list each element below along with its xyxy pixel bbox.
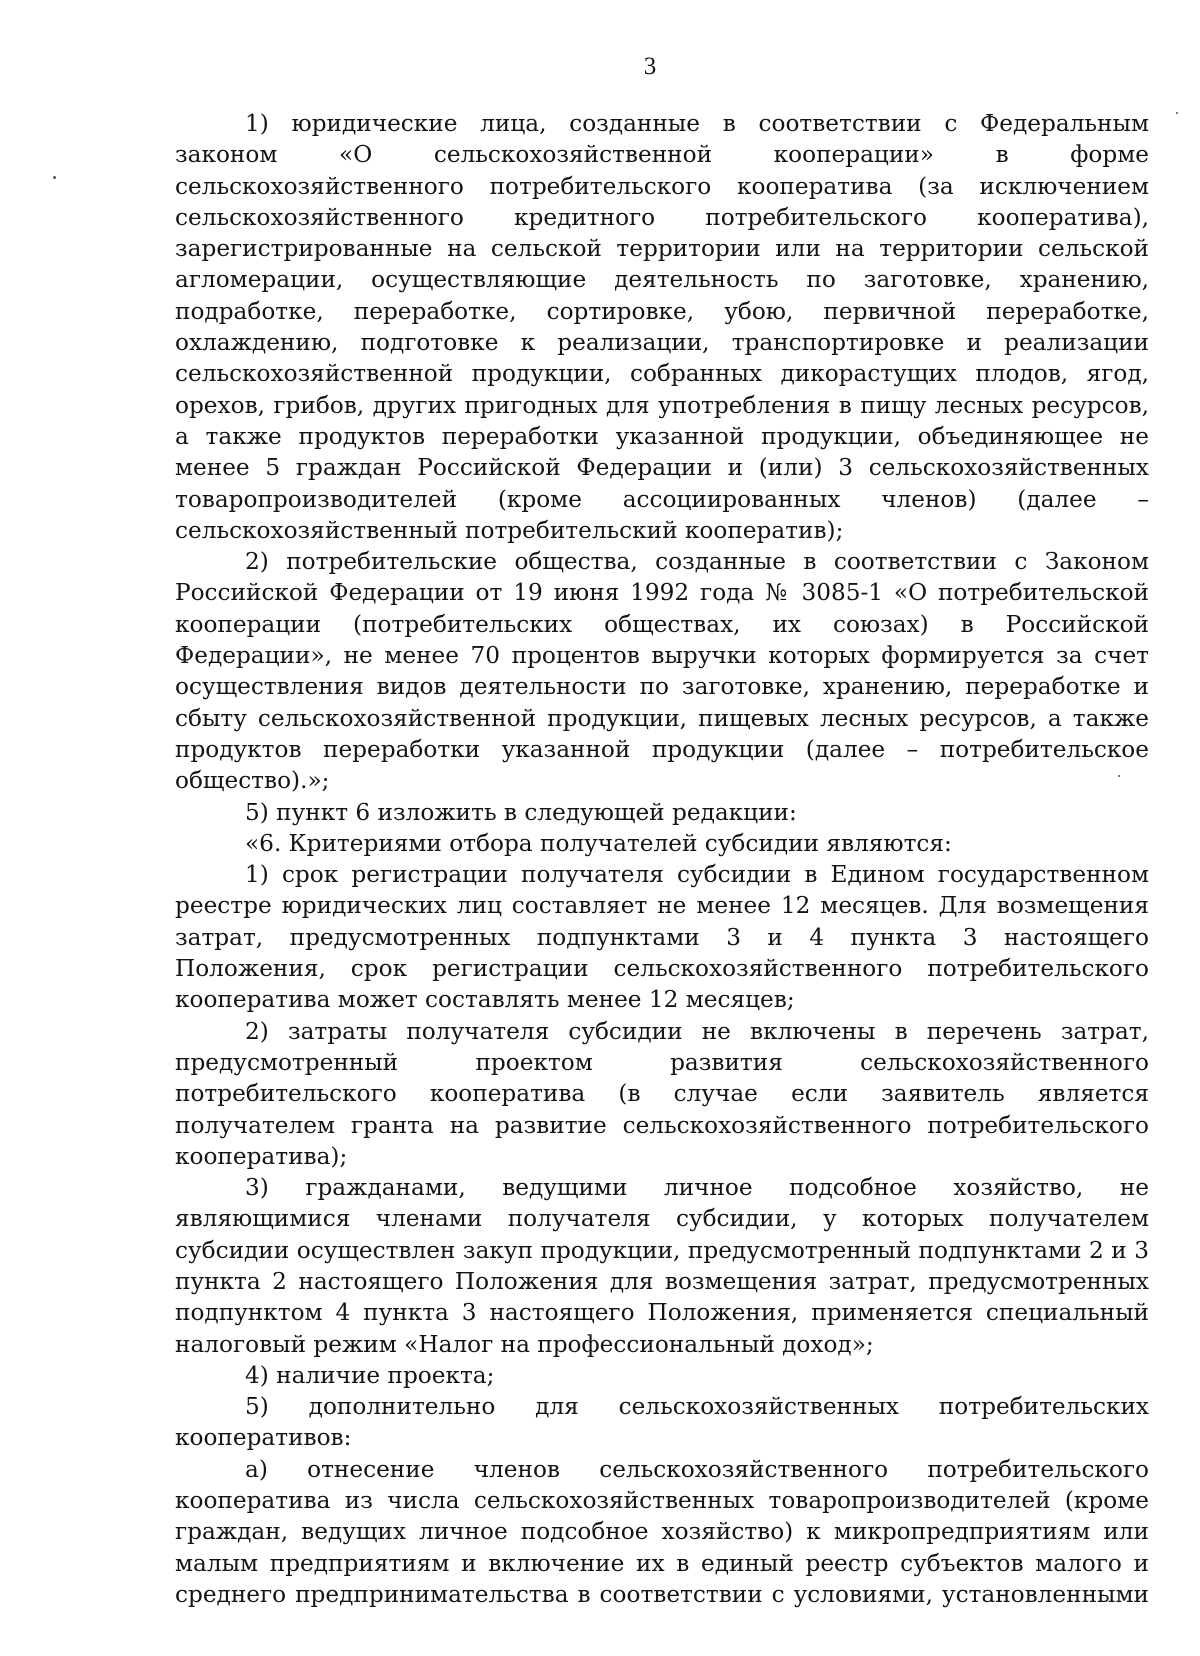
page-number: 3 bbox=[643, 53, 657, 80]
scan-speck bbox=[1176, 112, 1178, 114]
paragraph-criteria-heading: «6. Критериями отбора получателей субсидии являются: bbox=[245, 829, 952, 857]
paragraph-criterion-5a: а) отнесение членов сельскохозяйственного потребительского кооператива из числа сельскохозяйственных товаропроизводителей (кроме граждан, ведущих личное подсобное хозяйство) к микропредприятиям или малым предприятиям и включение их в единый реестр субъектов малого и среднего предпринимательства в соответствии с условиями, установленными bbox=[175, 1455, 1149, 1608]
paragraph-item-5-intro: 5) пункт 6 изложить в следующей редакции: bbox=[245, 798, 797, 826]
paragraph-criterion-2: 2) затраты получателя субсидии не включены в перечень затрат, предусмотренный проектом развития сельскохозяйственного потребительского кооператива (в случае если заявитель является получателем гранта на развитие сельскохозяйственного потребительского кооператива); bbox=[175, 1017, 1149, 1170]
scan-speck bbox=[1118, 775, 1120, 777]
paragraph-legal-entities: 1) юридические лица, созданные в соответствии с Федеральным законом «О сельскохозяйственной кооперации» в форме сельскохозяйственного потребительского кооператива (за исключением сельскохозяйственного кредитного потребительского кооператива), зарегистрированные на сельской территории или на территории сельской агломерации, осуществляющие деятельность по заготовке, хранению, подработке, переработке, сортировке, убою, первичной переработке, охлаждению, подготовке к реализации, транспортировке и реализации сельскохозяйственной продукции, собранных дикорастущих плодов, ягод, орехов, грибов, других пригодных для употребления в пищу лесных ресурсов, а также продуктов переработки указанной продукции, объединяющее не менее 5 граждан Российской Федерации и (или) 3 сельскохозяйственных товаропроизводителей (кроме ассоциированных членов) (далее – сельскохозяйственный потребительский кооператив); bbox=[175, 110, 1149, 544]
document-body bbox=[175, 108, 1149, 1610]
paragraph-criterion-1: 1) срок регистрации получателя субсидии в Едином государственном реестре юридических лиц составляет не менее 12 месяцев. Для возмещения затрат, предусмотренных подпунктами 3 и 4 пункта 3 настоящего Положения, срок регистрации сельскохозяйственного потребительского кооператива может составлять менее 12 месяцев; bbox=[175, 861, 1149, 1014]
paragraph-criterion-5: 5) дополнительно для сельскохозяйственных потребительских кооперативов: bbox=[175, 1393, 1149, 1452]
paragraph-criterion-4: 4) наличие проекта; bbox=[245, 1361, 495, 1389]
paragraph-criterion-3: 3) гражданами, ведущими личное подсобное хозяйство, не являющимися членами получателя субсидии, у которых получателем субсидии осуществлен закуп продукции, предусмотренный подпунктами 2 и 3 пункта 2 настоящего Положения для возмещения затрат, предусмотренных подпунктом 4 пункта 3 настоящего Положения, применяется специальный налоговый режим «Налог на профессиональный доход»; bbox=[175, 1174, 1149, 1358]
scan-speck bbox=[53, 176, 56, 179]
paragraph-consumer-societies: 2) потребительские общества, созданные в соответствии с Законом Российской Федерации от 19 июня 1992 года № 3085-1 «О потребительской кооперации (потребительских обществах, их союзах) в Российской Федерации», не менее 70 процентов выручки которых формируется за счет осуществления видов деятельности по заготовке, хранению, переработке и сбыту сельскохозяйственной продукции, пищевых лесных ресурсов, а также продуктов переработки указанной продукции (далее – потребительское общество).»; bbox=[175, 548, 1149, 795]
